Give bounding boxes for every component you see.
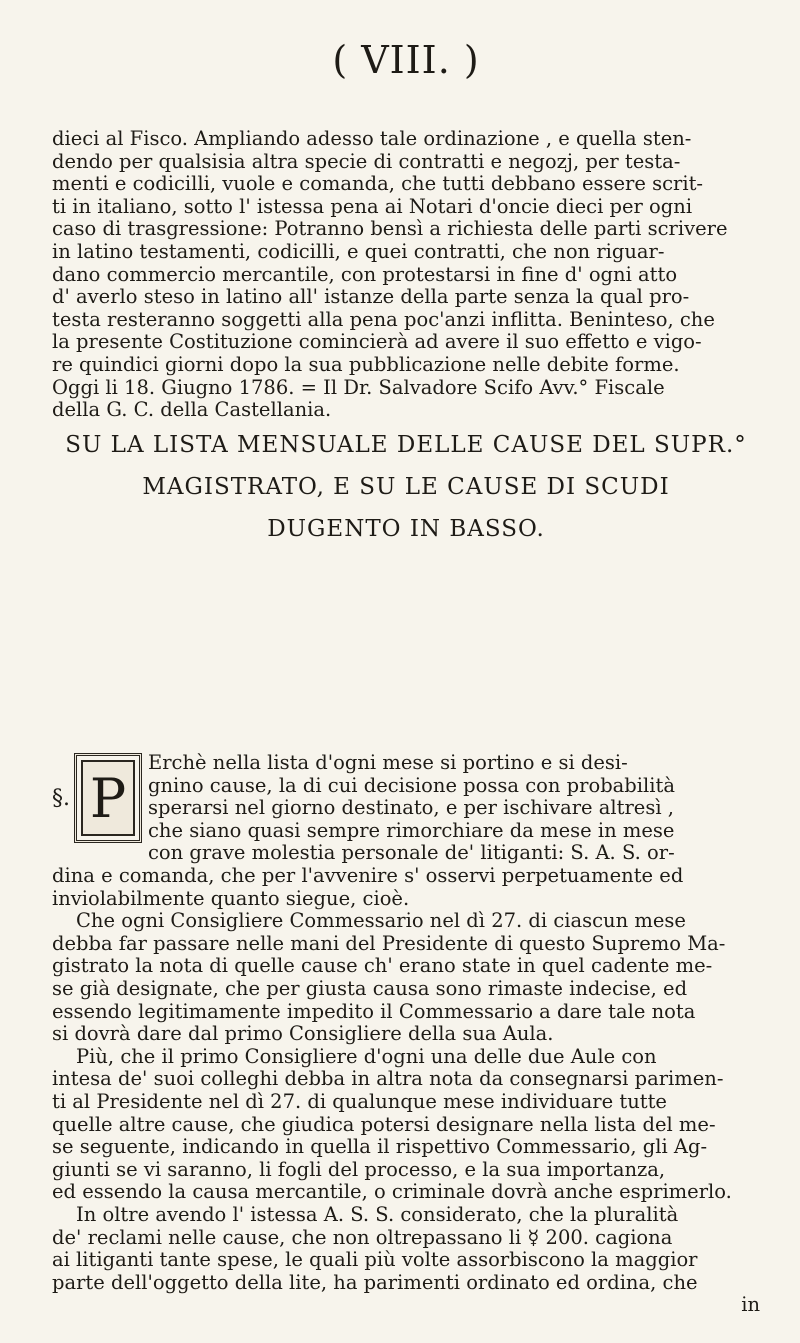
section-mark: §.: [52, 785, 70, 811]
text-line: menti e codicilli, vuole e comanda, che tutti debbano essere scrit-: [52, 172, 704, 196]
text-line: in latino testamenti, codicilli, e quei contratti, che non riguar-: [52, 239, 665, 263]
drop-cap-block: [52, 752, 142, 844]
section-heading-line-2: MAGISTRATO, E SU LE CAUSE DI SCUDI: [142, 474, 670, 500]
text-line: parte dell'oggetto della lite, ha parimenti ordinato ed ordina, che: [52, 1270, 698, 1294]
text-line: dano commercio mercantile, con protestarsi in fine d' ogni atto: [52, 262, 678, 286]
drop-cap-text: [148, 752, 760, 865]
text-line: sperarsi nel giorno destinato, e per ischivare altresì ,: [148, 796, 674, 820]
text-line: della G. C. della Castellania.: [52, 398, 332, 422]
text-line: ai litiganti tante spese, le quali più volte assorbiscono la maggior: [52, 1248, 698, 1272]
text-line: ti in italiano, sotto l' istessa pena ai Notari d'oncie dieci per ogni: [52, 194, 693, 218]
text-line: Oggi li 18. Giugno 1786. = Il Dr. Salvadore Scifo Avv.° Fiscale: [52, 375, 665, 399]
text-line: se seguente, indicando in quella il rispettivo Commessario, gli Ag-: [52, 1135, 708, 1159]
text-line: debba far passare nelle mani del Presidente di questo Supremo Ma-: [52, 931, 726, 955]
text-line: si dovrà dare dal primo Consigliere della sua Aula.: [52, 1022, 554, 1046]
section-heading-line-1: SU LA LISTA MENSUALE DELLE CAUSE DEL SUPR.°: [65, 432, 747, 458]
paragraph-ordinance: [52, 865, 760, 1317]
decorated-initial: P: [74, 753, 142, 843]
text-line: ed essendo la causa mercantile, o criminale dovrà anche esprimerlo.: [52, 1180, 732, 1204]
text-line: gnino cause, la di cui decisione possa con probabilità: [148, 773, 675, 797]
text-line: ti al Presidente nel dì 27. di qualunque mese individuare tutte: [52, 1089, 667, 1113]
text-line: testa resteranno soggetti alla pena poc'anzi inflitta. Beninteso, che: [52, 307, 715, 331]
text-line: gistrato la nota di quelle cause ch' erano state in quel cadente me-: [52, 954, 713, 978]
catchword: in: [741, 1293, 760, 1317]
text-line: In oltre avendo l' istessa A. S. S. considerato, che la pluralità: [76, 1202, 679, 1226]
text-line: intesa de' suoi colleghi debba in altra nota da consegnarsi parimen-: [52, 1067, 724, 1091]
section-heading-line-3: DUGENTO IN BASSO.: [267, 516, 545, 542]
text-line: se già designate, che per giusta causa sono rimaste indecise, ed: [52, 976, 688, 1000]
text-line: inviolabilmente quanto siegue, cioè.: [52, 886, 410, 910]
text-line: Che ogni Consigliere Commessario nel dì 27. di ciascun mese: [76, 909, 686, 933]
text-line: la presente Costituzione comincierà ad avere il suo effetto e vigo-: [52, 330, 702, 354]
text-line: re quindici giorni dopo la sua pubblicazione nelle debite forme.: [52, 352, 680, 376]
text-line: Più, che il primo Consigliere d'ogni una delle due Aule con: [76, 1044, 657, 1068]
text-line: quelle altre cause, che giudica potersi designare nella lista del me-: [52, 1112, 716, 1136]
text-line: de' reclami nelle cause, che non oltrepassano li ☿ 200. cagiona: [52, 1225, 673, 1249]
text-line: essendo legitimamente impedito il Commessario a dare tale nota: [52, 999, 696, 1023]
text-line: caso di trasgressione: Potranno bensì a richiesta delle parti scrivere: [52, 217, 728, 241]
text-line: con grave molestia personale de' litiganti: S. A. S. or-: [148, 841, 675, 865]
text-line: giunti se vi saranno, li fogli del processo, e la sua importanza,: [52, 1157, 666, 1181]
paragraph-decree-end: [52, 128, 760, 422]
text-line: che siano quasi sempre rimorchiare da mese in mese: [148, 818, 675, 842]
page-number: ( VIII. ): [332, 38, 480, 82]
text-line: dendo per qualsisia altra specie di contratti e negozj, per testa-: [52, 149, 681, 173]
text-line: dina e comanda, che per l'avvenire s' osservi perpetuamente ed: [52, 864, 684, 887]
text-line: d' averlo steso in latino all' istanze della parte senza la qual pro-: [52, 285, 690, 309]
text-line: dieci al Fisco. Ampliando adesso tale ordinazione , e quella sten-: [52, 127, 692, 150]
text-line: Erchè nella lista d'ogni mese si portino e si desi-: [148, 751, 628, 774]
